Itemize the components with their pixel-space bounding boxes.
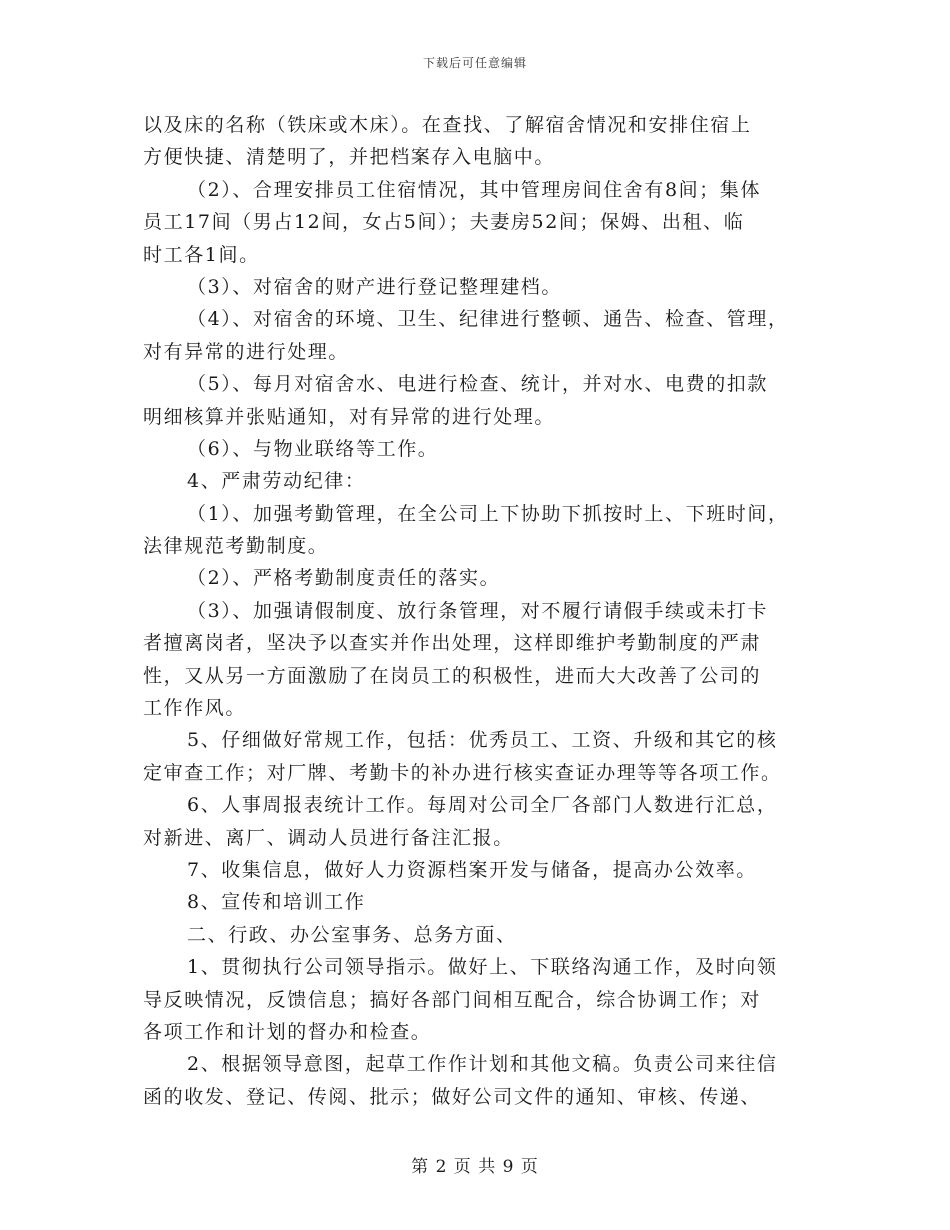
text-line: 工作作风。 [143,697,247,720]
text-line: 者擅离岗者，坚决予以查实并作出处理，这样即维护考勤制度的严肃 [143,632,762,655]
text-line: 8、宣传和培训工作 [187,891,366,914]
text-line: （3）、加强请假制度、放行条管理，对不履行请假手续或未打卡 [187,599,768,622]
text-line: 员工17间（男占12间，女占5间）；夫妻房52间；保姆、出租、临 [143,211,745,234]
document-body [143,109,823,1113]
text-line: 7、收集信息，做好人力资源档案开发与储备，提高办公效率。 [187,858,757,881]
text-line: 时工各1间。 [143,243,260,266]
text-line: 4、严肃劳动纪律： [187,470,366,493]
text-line: 导反映情况，反馈信息；搞好各部门间相互配合，综合协调工作；对 [143,988,762,1011]
text-line: 定审查工作；对厂牌、考勤卡的补办进行核实查证办理等等各项工作。 [143,761,782,784]
text-line: （2）、严格考勤制度责任的落实。 [187,567,501,590]
text-line: 方便快捷、清楚明了，并把档案存入电脑中。 [143,146,556,169]
text-line: （1）、加强考勤管理，在全公司上下协助下抓按时上、下班时间， [187,502,789,525]
text-line: 对有异常的进行处理。 [143,340,350,363]
text-line: 1、贯彻执行公司领导指示。做好上、下联络沟通工作，及时向领 [187,956,778,979]
text-line: （5）、每月对宿舍水、电进行检查、统计，并对水、电费的扣款 [187,373,768,396]
text-line: 5、仔细做好常规工作，包括：优秀员工、工资、升级和其它的核 [187,729,778,752]
text-line: 明细核算并张贴通知，对有异常的进行处理。 [143,405,556,428]
page-header: 下载后可任意编辑 [422,56,527,70]
text-line: （3）、对宿舍的财产进行登记整理建档。 [187,275,562,298]
text-line: 以及床的名称（铁床或木床）。在查找、了解宿舍情况和安排住宿上 [143,114,752,136]
text-line: 二、行政、办公室事务、总务方面、 [187,923,517,946]
text-line: 2、根据领导意图，起草工作作计划和其他文稿。负责公司来往信 [187,1053,778,1076]
text-line: 性，又从另一方面激励了在岗员工的积极性，进而大大改善了公司的 [143,664,762,687]
text-line: 各项工作和计划的督办和检查。 [143,1020,432,1043]
text-line: 6、人事周报表统计工作。每周对公司全厂各部门人数进行汇总， [187,794,778,817]
text-line: 函的收发、登记、传阅、批示；做好公司文件的通知、审核、传递、 [143,1085,762,1108]
page-footer: 第 2 页 共 9 页 [411,1157,539,1177]
text-line: （2）、合理安排员工住宿情况，其中管理房间住舍有8间；集体 [187,178,762,201]
text-line: 法律规范考勤制度。 [143,535,329,558]
text-line: （6）、与物业联络等工作。 [187,437,439,460]
text-line: 对新进、离厂、调动人员进行备注汇报。 [143,826,514,849]
text-line: （4）、对宿舍的环境、卫生、纪律进行整顿、通告、检查、管理， [187,308,789,331]
